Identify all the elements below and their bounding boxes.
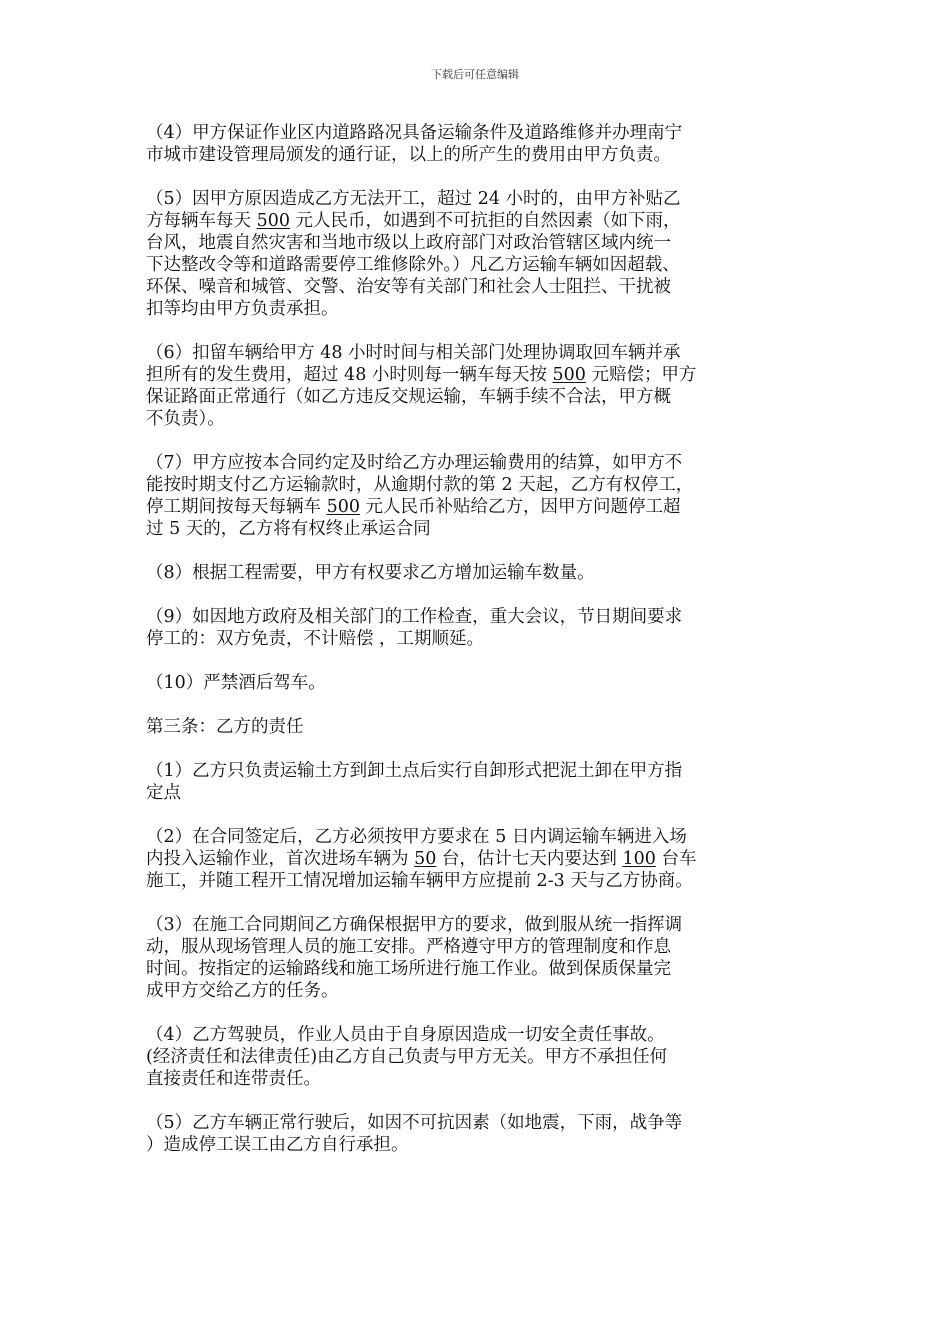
underlined-value: 50 (414, 849, 437, 869)
paragraph-6 (146, 606, 806, 650)
document-body (146, 122, 806, 1178)
paragraph-9 (146, 760, 806, 804)
underlined-value: 500 (256, 211, 290, 231)
paragraph-text: （9）如因地方政府及相关部门的工作检查，重大会议，节日期间要求 停工的：双方免责，不计赔偿 ，工期顺延。 (146, 607, 683, 649)
paragraph-text: （2）在合同签定后，乙方必须按甲方要求在 5 日内调运输车辆进入场 内投入运输作业，首次进场车辆为 (146, 827, 687, 869)
paragraph-10 (146, 826, 806, 892)
paragraph-3 (146, 342, 806, 430)
paragraph-text: 台车 施工，并随工程开工情况增加运输车辆甲方应提前 2-3 天与乙方协商。 (146, 849, 697, 891)
paragraph-1 (146, 122, 806, 166)
paragraph-text: （6）扣留车辆给甲方 48 小时时间与相关部门处理协调取回车辆并承 担所有的发生费用，超过 48 小时则每一辆车每天按 (146, 343, 681, 385)
paragraph-text: （4）甲方保证作业区内道路路况具备运输条件及道路维修并办理南宁 市城市建设管理局颁发的通行证，以上的所产生的费用由甲方负责。 (146, 123, 683, 165)
paragraph-7 (146, 672, 806, 694)
paragraph-4 (146, 452, 806, 540)
paragraph-text: （7）甲方应按本合同约定及时给乙方办理运输费用的结算，如甲方不 能按时期支付乙方运输款时，从逾期付款的第 2 天起，乙方有权停工， 停工期间按每天每辆车 (146, 453, 694, 517)
paragraph-12 (146, 1024, 806, 1090)
paragraph-13 (146, 1112, 806, 1156)
underlined-value: 500 (552, 365, 586, 385)
underlined-value: 500 (326, 497, 360, 517)
paragraph-text: （4）乙方驾驶员，作业人员由于自身原因造成一切安全责任事故。 (经济责任和法律责任)由乙方自己负责与甲方无关。甲方不承担任何 直接责任和连带责任。 (146, 1025, 668, 1089)
paragraph-text: （1）乙方只负责运输土方到卸土点后实行自卸形式把泥土卸在甲方指 定点 (146, 761, 683, 803)
paragraph-text: 台，估计七天内要达到 (436, 849, 623, 869)
page-header: 下载后可任意编辑 (431, 68, 519, 81)
paragraph-text: 第三条：乙方的责任 (146, 717, 304, 737)
paragraph-text: 元赔偿；甲方 保证路面正常通行（如乙方违反交规运输，车辆手续不合法，甲方概 不负责）。 (146, 365, 697, 429)
paragraph-text: （3）在施工合同期间乙方确保根据甲方的要求，做到服从统一指挥调 动，服从现场管理人员的施工安排。严格遵守甲方的管理制度和作息 时间。按指定的运输路线和施工场所进行施工作业。做到保质保量完 成甲方交给乙方的任务。 (146, 915, 683, 1001)
paragraph-text: （5）乙方车辆正常行驶后，如因不可抗因素（如地震，下雨，战争等 ）造成停工误工由乙方自行承担。 (146, 1113, 683, 1155)
paragraph-text: （10）严禁酒后驾车。 (146, 673, 326, 693)
paragraph-text: （5）因甲方原因造成乙方无法开工，超过 24 小时的，由甲方补贴乙 方每辆车每天 (146, 189, 681, 231)
paragraph-text: 元人民币，如遇到不可抗拒的自然因素（如下雨， 台风，地震自然灾害和当地市级以上政府部门对政治管辖区域内统一 下达整改令等和道路需要停工维修除外。）凡乙方运输车辆如因超载、 环保、噪音和城管、交警、治安等有关部门和社会人士阻拦、干扰被 扣等均由甲方负责承担。 (146, 211, 681, 319)
paragraph-text: （8）根据工程需要，甲方有权要求乙方增加运输车数量。 (146, 563, 595, 583)
paragraph-2 (146, 188, 806, 320)
paragraph-11 (146, 914, 806, 1002)
paragraph-5 (146, 562, 806, 584)
underlined-value: 100 (622, 849, 656, 869)
paragraph-text: 元人民币补贴给乙方，因甲方问题停工超 过 5 天的，乙方将有权终止承运合同 (146, 497, 681, 539)
paragraph-8 (146, 716, 806, 738)
